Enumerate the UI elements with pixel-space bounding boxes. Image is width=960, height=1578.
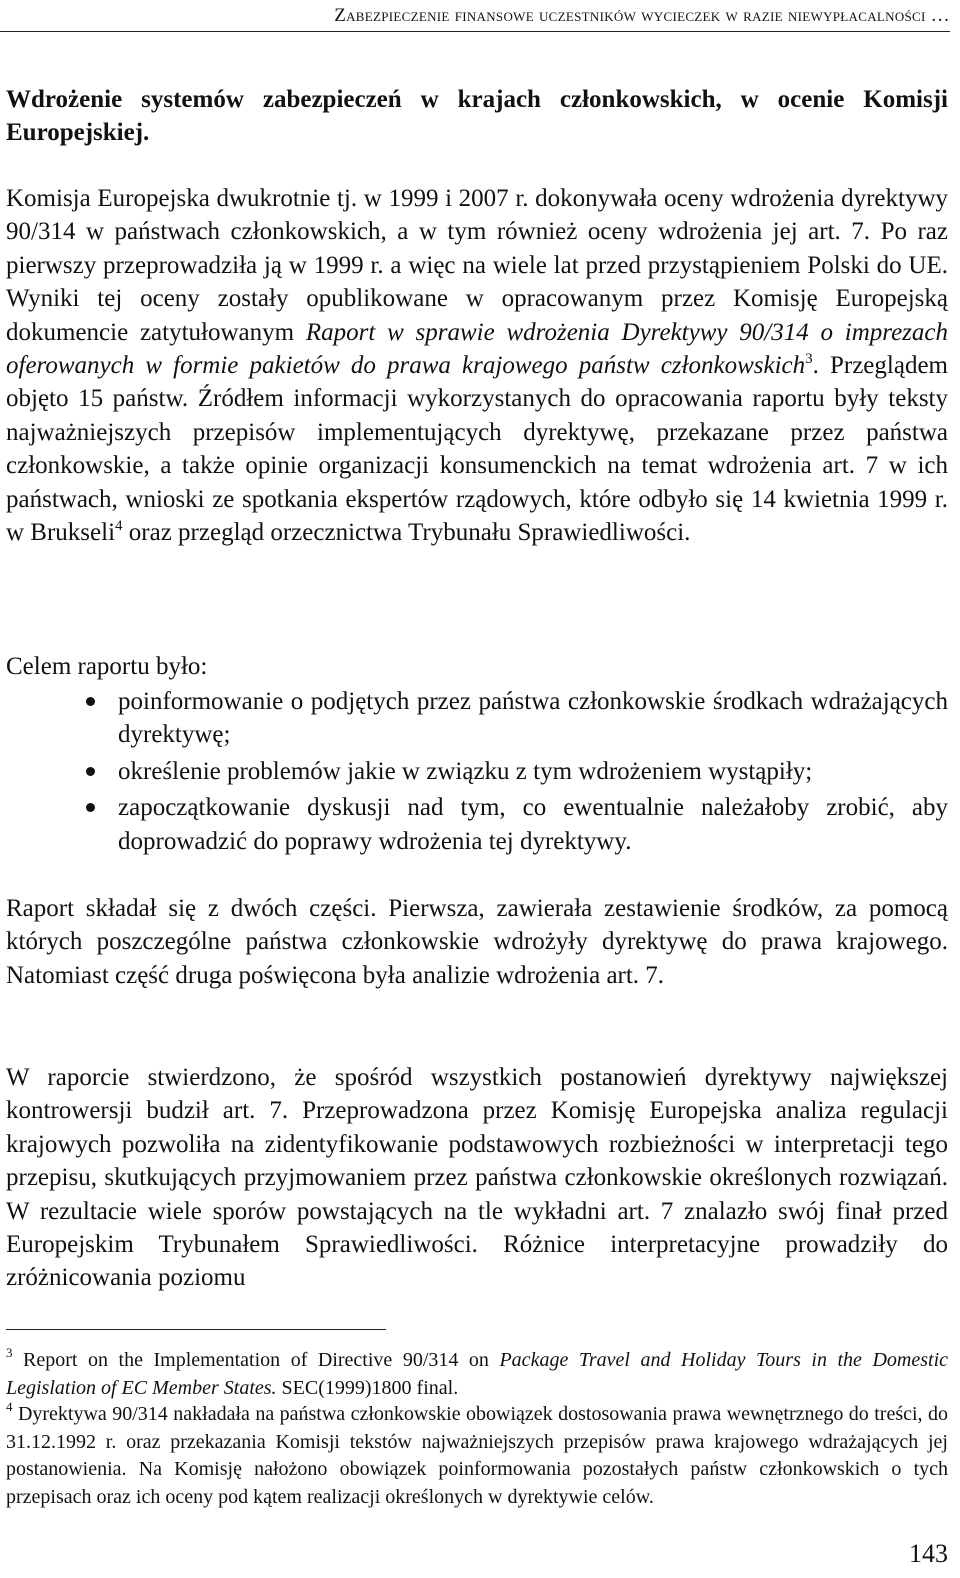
footnote-4-text: Dyrektywa 90/314 nakładała na państwa członkowskie obowiązek dostosowania prawa wewnętrznego do treści, do 31.12.1992 r. oraz przekazania Komisji tekstów najważniejszych przepisów prawa krajowego wdrażających jej postanowienia. Na Komisję nałożono obowiązek poinformowania pozostałych państw członkowskich o tych przepisach oraz ich oceny pod kątem realizacji określonych w dyrektywie celów. (6, 1403, 948, 1508)
footnote-4 (6, 1401, 948, 1511)
footnote-3 (6, 1347, 948, 1402)
aims-list (118, 685, 948, 861)
footnote-3-text-end: SEC(1999)1800 final. (276, 1376, 459, 1399)
running-head (0, 0, 950, 32)
footnote-separator (6, 1329, 386, 1330)
paragraph-evaluation-part2: . Przeglądem objęto 15 państw. Źródłem informacji wykorzystanych do opracowania raportu były teksty najważniejszych przepisów implementujących dyrektywę, przekazane przez państwa członkowskie, a także opinie organizacji konsumenckich na temat wdrożenia art. 7 w ich państwach, wnioski ze spotkania ekspertów rządowych, które odbyło się 14 kwietnia 1999 r. w Brukseli (6, 352, 948, 547)
list-item: poinformowanie o podjętych przez państwa członkowskie środkach wdrażających dyrektywę; (118, 685, 948, 752)
footnote-number: 4 (6, 1399, 13, 1414)
paragraph-evaluation-part3: oraz przegląd orzecznictwa Trybunału Sprawiedliwości. (122, 519, 691, 547)
paragraph-evaluation (6, 182, 948, 549)
section-heading: Wdrożenie systemów zabezpieczeń w krajach członkowskich, w ocenie Komisji Europejskiej. (6, 86, 948, 147)
page-number: 143 (909, 1539, 948, 1568)
footnote-ref-3[interactable]: 3 (805, 351, 813, 368)
footnote-ref-4[interactable]: 4 (115, 518, 123, 535)
footnote-3-title: Package Travel and Holiday Tours in the Domestic Legislation of EC Member States. (6, 1349, 949, 1399)
footnote-number: 3 (6, 1345, 13, 1360)
footnote-3-text-start: Report on the Implementation of Directive 90/314 on (23, 1349, 500, 1371)
paragraph-report-structure: Raport składał się z dwóch części. Pierwsza, zawierała zestawienie środków, za pomocą których poszczególne państwa członkowskie wdrożyły dyrektywę do prawa krajowego. Natomiast część druga poświęcona była analizie wdrożenia art. 7. (6, 895, 948, 989)
list-item: zapoczątkowanie dyskusji nad tym, co ewentualnie należałoby zrobić, aby doprowadzić do poprawy wdrożenia tej dyrektywy. (118, 791, 948, 858)
paragraph-evaluation-part1: Komisja Europejska dwukrotnie tj. w 1999 i 2007 r. dokonywała oceny wdrożenia dyrektywy 90/314 w państwach członkowskich, a w tym również oceny wdrożenia jej art. 7. Po raz pierwszy przeprowadziła ją w 1999 r. a więc na wiele lat przed przystąpieniem Polski do UE. Wyniki tej oceny zostały opublikowane w opracowanym przez Komisję Europejską dokumencie zatytułowanym (6, 185, 948, 346)
paragraph-report-aim: Celem raportu było: (6, 653, 208, 680)
list-item: określenie problemów jakie w związku z tym wdrożeniem wystąpiły; (118, 755, 948, 788)
report-title: Raport w sprawie wdrożenia Dyrektywy 90/314 o imprezach oferowanych w formie pakietów do prawa krajowego państw członkowskich (6, 318, 948, 380)
paragraph-findings: W raporcie stwierdzono, że spośród wszystkich postanowień dyrektywy największej kontrowersji budził art. 7. Przeprowadzona przez Komisję Europejska analiza regulacji krajowych pozwoliła na zidentyfikowanie podstawowych rozbieżności w interpretacji tego przepisu, skutkujących przyjmowaniem przez państwa członkowskie określonych rozwiązań. W rezultacie wiele sporów powstających na tle wykładni art. 7 znalazło swój finał przed Europejskim Trybunałem Sprawiedliwości. Różnice interpretacyjne prowadziły do zróżnicowania poziomu (6, 1064, 948, 1292)
running-head-text: Zabezpieczenie finansowe uczestników wycieczek w razie niewypłacalności … (334, 5, 950, 26)
